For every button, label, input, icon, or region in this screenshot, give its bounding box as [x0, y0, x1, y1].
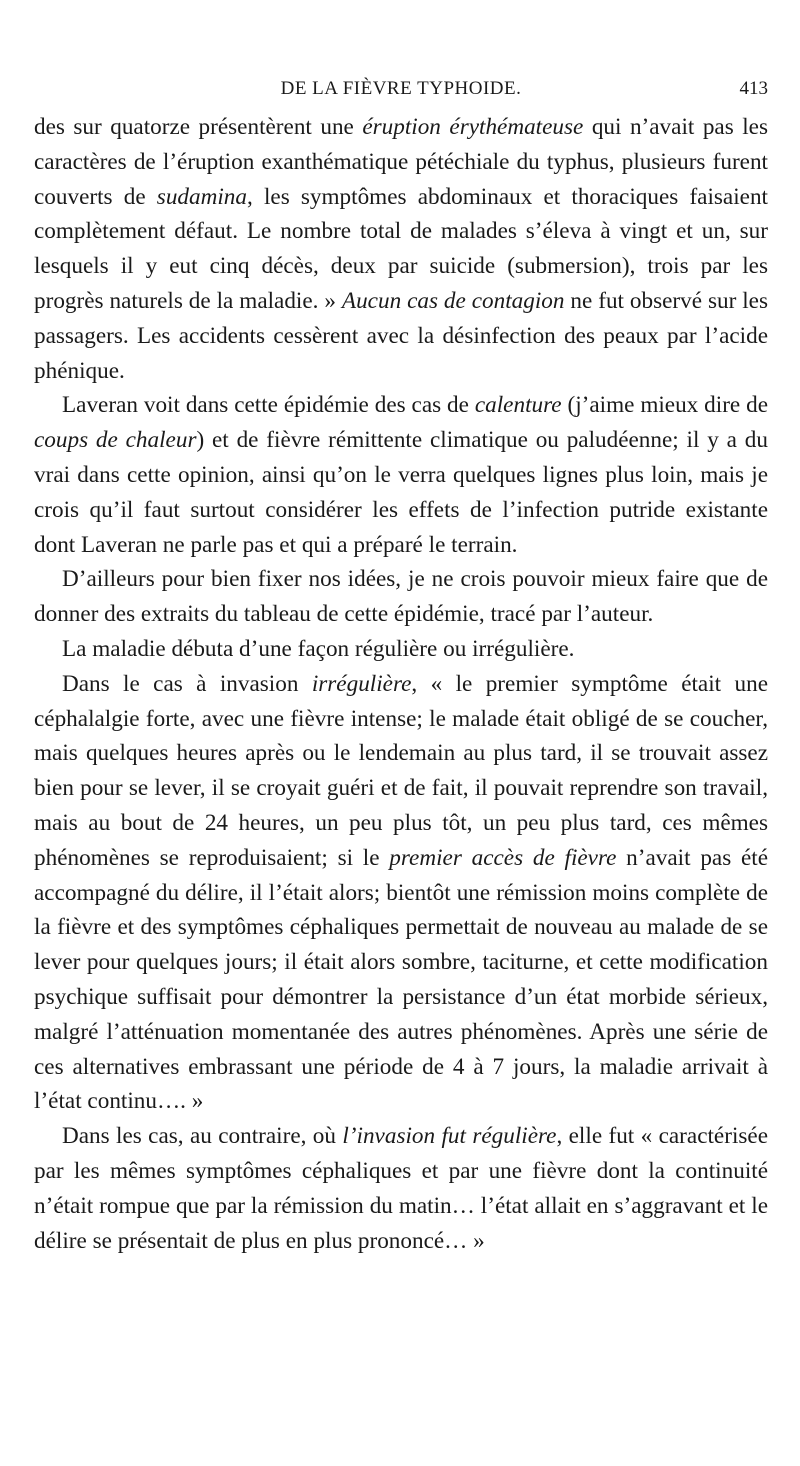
text-run: n’avait pas été accompagné du délire, il l’était alors; bientôt une rémission moins complète de la fièvre et des symptômes céphaliques permettait de nouveau au malade de se lever pour quelques jours; il était alors sombre, taciturne, et cette modification psychique suffisait pour démontrer la persistance d’un état morbide sérieux, malgré l’atténuation momentanée des autres phénomènes. Après une série de ces alternatives embrassant une période de 4 à 7 jours, la maladie arrivait à l’état continu…. » — [34, 844, 769, 1115]
italic-run: coups de chaleur — [34, 427, 197, 454]
text-run: ) et de fièvre rémittente climatique ou paludéenne; il y a du vrai dans cette opinion, ainsi qu’on le verra quelques lignes plus loin, mais je crois qu’il faut surtout considérer les effets de l’infection putride existante dont Laveran ne parle pas et qui a préparé le terrain. — [34, 427, 768, 558]
text-run: ne fut observé sur les passagers. Les accidents cessèrent avec la désinfection des peaux par l’acide phénique. — [34, 287, 768, 384]
italic-run: premier accès de fièvre — [389, 844, 617, 871]
paragraph-2 — [34, 388, 768, 562]
text-run: Dans les cas, au contraire, où — [62, 1123, 343, 1150]
text-run: (j’aime mieux dire de — [561, 392, 769, 419]
text-run: qui n’avait pas les caractères de l’éruption exanthématique pétéchiale du typhus, plusieurs furent couverts de — [34, 114, 768, 210]
paragraph-1 — [34, 110, 768, 388]
text-run: , elle fut « caractérisée par les mêmes symptômes céphaliques et par une fièvre dont la continuité n’était rompue que par la rémission du matin… l’état allait en s’aggravant et le délire se présentait de plus en plus prononcé… » — [34, 1123, 768, 1254]
italic-run: éruption érythémateuse — [362, 114, 584, 140]
text-run: Laveran voit dans cette épidémie des cas de — [62, 392, 475, 419]
italic-run: l’invasion fut régulière — [342, 1123, 557, 1150]
text-run: , les symptômes abdominaux et thoraciques faisaient complètement défaut. Le nombre total de malades s’éleva à vingt et un, sur lesquels il y eut cinq décès, deux par suicide (submersion), trois par les progrès naturels de la maladie. » — [34, 183, 768, 314]
running-head — [34, 78, 768, 108]
body-text — [34, 110, 768, 1258]
paragraph-6 — [34, 1119, 768, 1258]
italic-run: sudamina — [156, 183, 247, 210]
text-run: La maladie débuta d’une façon régulière ou irrégulière. — [62, 635, 575, 662]
text-run: D’ailleurs pour bien fixer nos idées, je ne crois pouvoir mieux faire que de donner des extraits du tableau de cette épidémie, tracé par l’auteur. — [34, 566, 768, 628]
italic-run: irrégulière — [311, 670, 412, 697]
italic-run: Aucun cas de contagion — [341, 287, 565, 314]
text-run: , « le premier symptôme était une céphalalgie forte, avec une fièvre intense; le malade était obligé de se coucher, mais quelques heures après ou le lendemain au plus tard, il se trouvait assez bien pour se lever, il se croyait guéri et de fait, il pouvait reprendre son travail, mais au bout de 24 heures, un peu plus tôt, un peu plus tard, ces mêmes phénomènes se reproduisaient; si le — [34, 670, 768, 871]
page-number: 413 — [739, 78, 768, 99]
text-run: Dans le cas à invasion — [62, 670, 312, 697]
italic-run: calenture — [474, 392, 562, 419]
running-title: DE LA FIÈVRE TYPHOIDE. — [280, 78, 522, 99]
paragraph-5 — [34, 667, 768, 1119]
paragraph-4 — [34, 632, 768, 667]
paragraph-3 — [34, 562, 768, 632]
text-run: des sur quatorze présentèrent une — [34, 114, 363, 140]
